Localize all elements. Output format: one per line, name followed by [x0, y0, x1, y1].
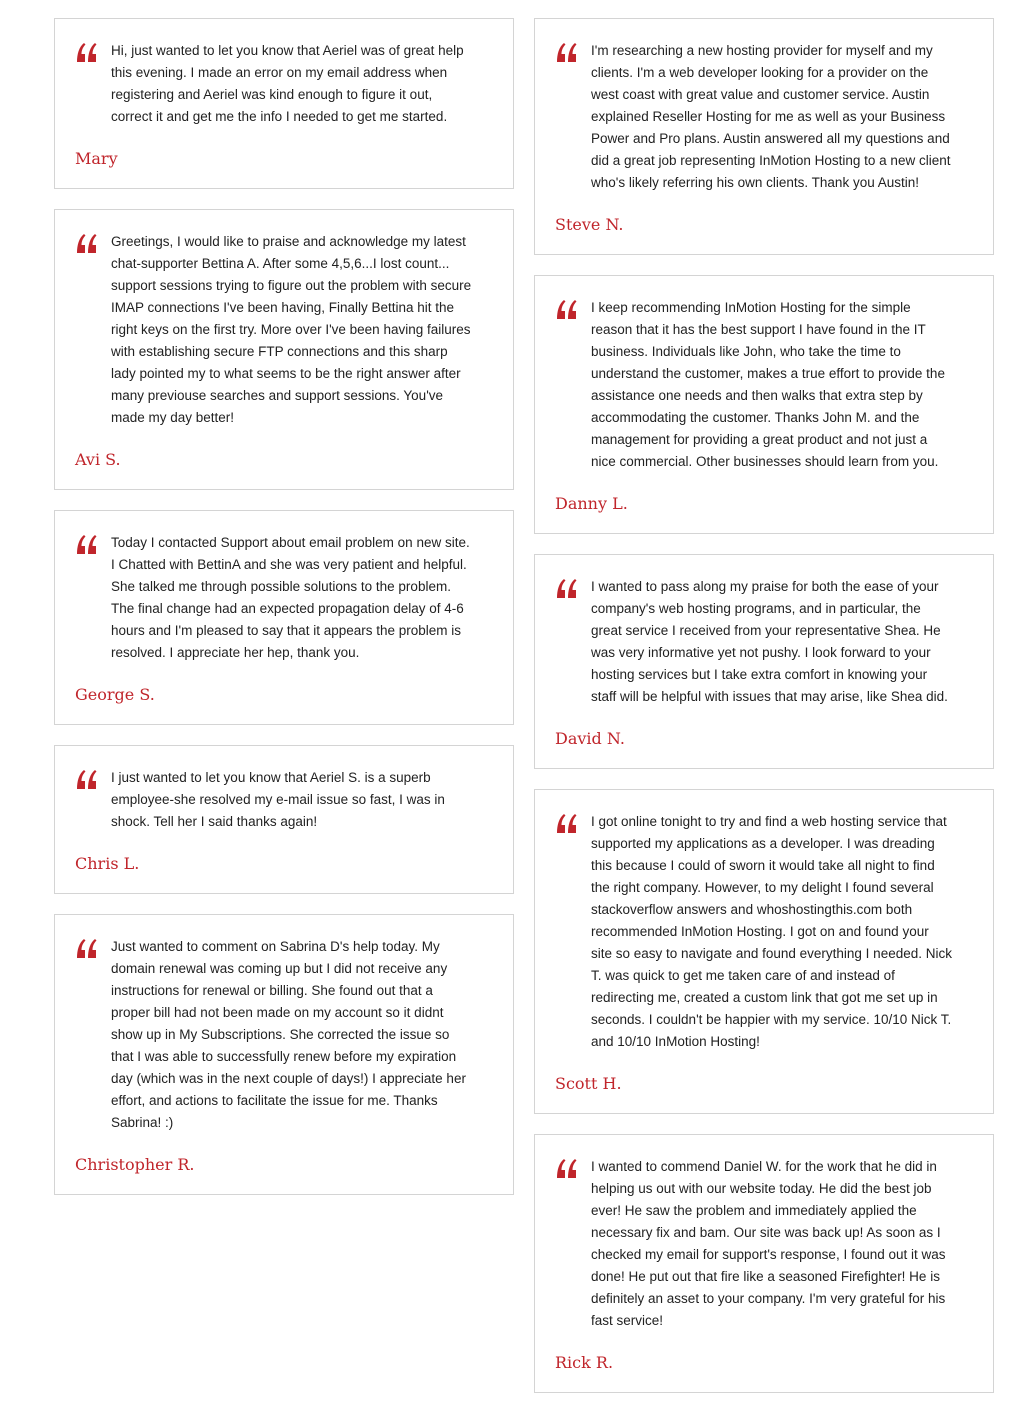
testimonial-author: Chris L.: [75, 854, 140, 873]
quote-open-icon: [75, 42, 111, 74]
testimonial-body: [555, 297, 953, 473]
testimonial-body: [75, 231, 473, 429]
quote-open-icon: [75, 938, 111, 970]
testimonial-card: [54, 510, 514, 725]
testimonial-card: [54, 914, 514, 1195]
testimonials-right-column: [534, 18, 994, 1413]
testimonial-body: [555, 40, 953, 194]
testimonial-body: [75, 936, 473, 1134]
testimonial-body: [555, 576, 953, 708]
testimonial-quote: I keep recommending InMotion Hosting for the simple reason that it has the best support I have found in the IT business. Individuals like John, who take the time to understand the customer, makes a true effort to provide the assistance one needs and then walks that extra step by accommodating the customer. Thanks John M. and the management for providing a great product and not just a nice commercial. Other businesses should learn from you.: [591, 300, 945, 469]
testimonial-card: [534, 789, 994, 1114]
testimonial-card: [534, 1134, 994, 1393]
testimonial-body: [555, 811, 953, 1053]
testimonial-author: George S.: [75, 685, 155, 704]
testimonial-quote: I got online tonight to try and find a web hosting service that supported my applications as a developer. I was dreading this because I could of sworn it would take all night to find the right company. However, to my delight I found several stackoverflow answers and whoshostingthis.com both recommended InMotion Hosting. I got on and found your site so easy to navigate and found everything I needed. Nick T. was quick to get me taken care of and instead of redirecting me, created a custom link that got me set up in seconds. I couldn't be happier with my service. 10/10 Nick T. and 10/10 InMotion Hosting!: [591, 814, 952, 1049]
quote-open-icon: [555, 299, 591, 331]
testimonial-body: [555, 1156, 953, 1332]
testimonial-card: [54, 745, 514, 894]
testimonial-quote: Greetings, I would like to praise and acknowledge my latest chat-supporter Bettina A. After some 4,5,6...I lost count... support sessions trying to figure out the problem with secure IMAP connections I've been having, Finally Bettina hit the right keys on the first try. More over I've been having failures with establishing secure FTP connections and this sharp lady pointed my to what seems to be the right answer after many previouse searches and support sessions. You've made my day better!: [111, 234, 472, 425]
quote-open-icon: [555, 578, 591, 610]
testimonial-quote: Just wanted to comment on Sabrina D's help today. My domain renewal was coming up but I did not receive any instructions for renewal or billing. She found out that a proper bill had not been made on my account so it didnt show up in My Subscriptions. She corrected the issue so that I was able to successfully renew before my expiration day (which was in the next couple of days!) I appreciate her effort, and actions to facilitate the issue for me. Thanks Sabrina! :): [111, 939, 466, 1130]
testimonial-card: [534, 275, 994, 534]
testimonial-body: [75, 767, 473, 833]
testimonial-author: Mary: [75, 149, 118, 168]
testimonial-body: [75, 40, 473, 128]
testimonial-author: Rick R.: [555, 1353, 614, 1372]
testimonial-card: [54, 209, 514, 490]
testimonial-card: [534, 18, 994, 255]
testimonial-quote: Hi, just wanted to let you know that Aeriel was of great help this evening. I made an error on my email address when registering and Aeriel was kind enough to figure it out, correct it and get me the info I needed to get me started.: [111, 43, 464, 124]
quote-open-icon: [555, 813, 591, 845]
quote-open-icon: [75, 534, 111, 566]
quote-open-icon: [555, 1158, 591, 1190]
testimonial-quote: Today I contacted Support about email problem on new site. I Chatted with BettinA and she was very patient and helpful. She talked me through possible solutions to the problem. The final change had an expected propagation delay of 4-6 hours and I'm pleased to say that it appears the problem is resolved. I appreciate her hep, thank you.: [111, 535, 470, 660]
testimonial-quote: I'm researching a new hosting provider for myself and my clients. I'm a web developer looking for a provider on the west coast with great value and customer service. Austin explained Reseller Hosting for me as well as your Business Power and Pro plans. Austin answered all my questions and did a great job representing InMotion Hosting to a new client who's likely referring his own clients. Thank you Austin!: [591, 43, 951, 190]
testimonial-author: Scott H.: [555, 1074, 622, 1093]
testimonial-card: [534, 554, 994, 769]
quote-open-icon: [75, 233, 111, 265]
quote-open-icon: [75, 769, 111, 801]
quote-open-icon: [555, 42, 591, 74]
testimonial-quote: I just wanted to let you know that Aeriel S. is a superb employee-she resolved my e-mail issue so fast, I was in shock. Tell her I said thanks again!: [111, 770, 445, 829]
testimonial-quote: I wanted to commend Daniel W. for the work that he did in helping us out with our website today. He did the best job ever! He saw the problem and immediately applied the necessary fix and bam. Our site was back up! As soon as I checked my email for support's response, I found out it was done! He put out that fire like a seasoned Firefighter! He is definitely an asset to your company. I'm very grateful for his fast service!: [591, 1159, 946, 1328]
testimonial-author: Steve N.: [555, 215, 624, 234]
testimonial-author: David N.: [555, 729, 625, 748]
testimonial-author: Avi S.: [75, 450, 121, 469]
testimonial-author: Christopher R.: [75, 1155, 195, 1174]
testimonial-card: [54, 18, 514, 189]
testimonials-left-column: [54, 18, 514, 1215]
testimonial-body: [75, 532, 473, 664]
testimonial-author: Danny L.: [555, 494, 628, 513]
testimonial-quote: I wanted to pass along my praise for both the ease of your company's web hosting programs, and in particular, the great service I received from your representative Shea. He was very informative yet not pushy. I look forward to your hosting services but I take extra comfort in knowing your staff will be helpful with issues that may arise, like Shea did.: [591, 579, 948, 704]
